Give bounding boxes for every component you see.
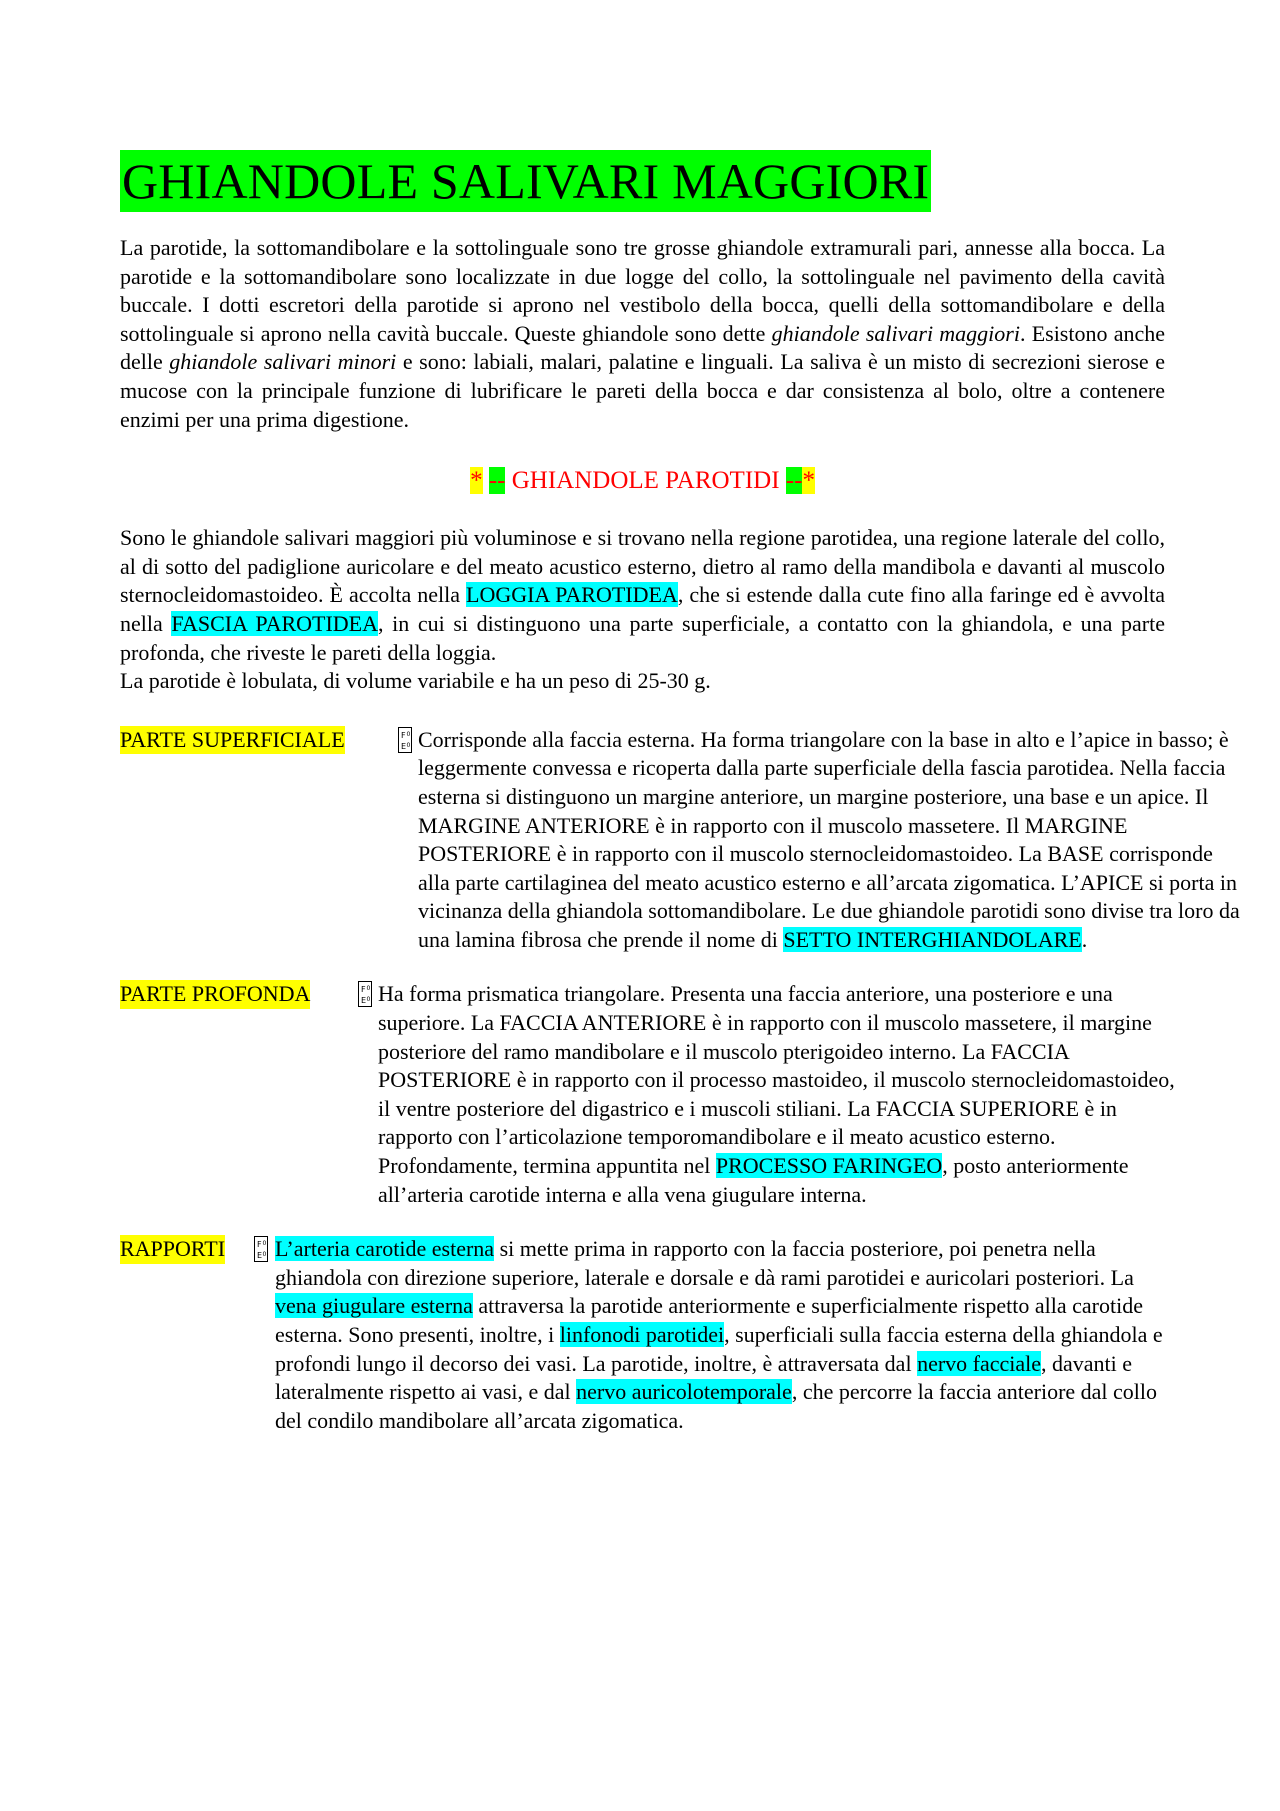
- parte-superficiale-block: [120, 726, 1240, 955]
- highlight-vena-giugulare-esterna: vena giugulare esterna: [275, 1293, 473, 1319]
- parotide-paragraph: Sono le ghiandole salivari maggiori più voluminose e si trovano nella regione parotidea, una regione laterale del collo, al di sotto del padiglione auricolare e del meato acustico esterno, dietro al ramo della mandibola e davanti al muscolo sternocleidomastoideo. È accolta nella LOGGIA PAROTIDEA, che si estende dalla cute fino alla faringe ed è avvolta nella FASCIA PAROTIDEA, in cui si distinguono una parte superficiale, a contatto con la ghiandola, e una parte profonda, che riveste le pareti della loggia.: [120, 525, 1165, 665]
- svg-text:E: E: [257, 1251, 263, 1261]
- highlight-arteria-carotide-esterna: L’arteria carotide esterna: [275, 1236, 495, 1262]
- svg-text:0: 0: [262, 1240, 267, 1248]
- section-heading-parotidi: * -- GHIANDOLE PAROTIDI --*: [470, 467, 815, 495]
- svg-text:0: 0: [366, 985, 371, 993]
- rapporti-text: L’arteria carotide esterna si mette prima in rapporto con la faccia posteriore, poi penetra nella ghiandola con direzione superiore, laterale e dorsale e dà rami parotidei e auricolari posteriori. La vena giugulare esterna attraversa la parotide anteriormente e superficialmente rispetto alla carotide esterna. Sono presenti, inoltre, i linfonodi parotidei, superficiali sulla faccia esterna della ghiandola e profondi lungo il decorso dei vasi. La parotide, inoltre, è attraversata dal nervo facciale, davanti e lateralmente rispetto ai vasi, e dal nervo auricolotemporale, che percorre la faccia anteriore dal collo del condilo mandibolare all’arcata zigomatica.: [275, 1236, 1163, 1433]
- parte-profonda-block: [120, 980, 1175, 1209]
- fe-symbol-icon: [254, 1235, 268, 1263]
- fe-symbol-icon: [358, 980, 372, 1008]
- highlight-nervo-auricolotemporale: nervo auricolotemporale: [576, 1379, 792, 1405]
- svg-text:0: 0: [406, 741, 411, 749]
- svg-text:E: E: [361, 996, 367, 1006]
- svg-text:0: 0: [366, 996, 371, 1004]
- rapporti-block: [120, 1235, 1165, 1435]
- highlight-linfonodi-parotidei: linfonodi parotidei: [559, 1322, 725, 1347]
- svg-text:F: F: [257, 1240, 262, 1250]
- document-page: [120, 150, 1240, 1435]
- parte-profonda-text: Ha forma prismatica triangolare. Presenta una faccia anteriore, una posteriore e una superiore. La FACCIA ANTERIORE è in rapporto con il muscolo massetere, il margine posteriore del ramo mandibolare e il muscolo pterigoideo interno. La FACCIA POSTERIORE è in rapporto con il processo mastoideo, il muscolo sternocleidomastoideo, il ventre posteriore del digastrico e i muscoli stiliani. La FACCIA SUPERIORE è in rapporto con l’articolazione temporomandibolare e il meato acustico esterno. Profondamente, termina appuntita nel PROCESSO FARINGEO, posto anteriormente all’arteria carotide interna e alla vena giugulare interna.: [378, 981, 1175, 1207]
- label-parte-superficiale: PARTE SUPERFICIALE: [120, 726, 345, 755]
- document-title: GHIANDOLE SALIVARI MAGGIORI: [120, 150, 931, 212]
- label-rapporti: RAPPORTI: [120, 1235, 225, 1264]
- svg-text:0: 0: [262, 1251, 267, 1259]
- highlight-fascia-parotidea: FASCIA PAROTIDEA: [171, 610, 379, 636]
- parotide-weight-line: La parotide è lobulata, di volume variabile e ha un peso di 25-30 g.: [120, 668, 711, 694]
- highlight-setto-interghiandolare: SETTO INTERGHIANDOLARE: [783, 926, 1082, 952]
- svg-text:F: F: [401, 730, 406, 740]
- svg-text:0: 0: [406, 730, 411, 738]
- svg-text:E: E: [401, 741, 407, 751]
- label-parte-profonda: PARTE PROFONDA: [120, 980, 310, 1009]
- highlight-loggia-parotidea: LOGGIA PAROTIDEA: [466, 582, 678, 608]
- parte-superficiale-text: Corrisponde alla faccia esterna. Ha forma triangolare con la base in alto e l’apice in basso; è leggermente convessa e ricoperta dalla parte superficiale della fascia parotidea. Nella faccia esterna si distinguono un margine anteriore, un margine posteriore, una base e un apice. Il MARGINE ANTERIORE è in rapporto con il muscolo massetere. Il MARGINE POSTERIORE è in rapporto con il muscolo sternocleidomastoideo. La BASE corrisponde alla parte cartilaginea del meato acustico esterno e all’arcata zigomatica. L’APICE si porta in vicinanza della ghiandola sottomandibolare. Le due ghiandole parotidi sono divise tra loro da una lamina fibrosa che prende il nome di SETTO INTERGHIANDOLARE.: [418, 726, 1240, 952]
- svg-text:F: F: [361, 985, 366, 995]
- highlight-nervo-facciale: nervo facciale: [917, 1350, 1042, 1376]
- highlight-processo-faringeo: PROCESSO FARINGEO: [715, 1153, 943, 1179]
- intro-paragraph: La parotide, la sottomandibolare e la sottolinguale sono tre grosse ghiandole extramurali pari, annesse alla bocca. La parotide e la sottomandibolare sono localizzate in due logge del collo, la sottolinguale nel pavimento della cavità buccale. I dotti escretori della parotide si aprono nel vestibolo della bocca, quelli della sottomandibolare e della sottolinguale si aprono nella cavità buccale. Queste ghiandole sono dette ghiandole salivari maggiori. Esistono anche delle ghiandole salivari minori e sono: labiali, malari, palatine e linguali. La saliva è un misto di secrezioni sierose e mucose con la principale funzione di lubrificare le pareti della bocca e dar consistenza al bolo, oltre a contenere enzimi per una prima digestione.: [120, 235, 1165, 432]
- fe-symbol-icon: [398, 726, 412, 754]
